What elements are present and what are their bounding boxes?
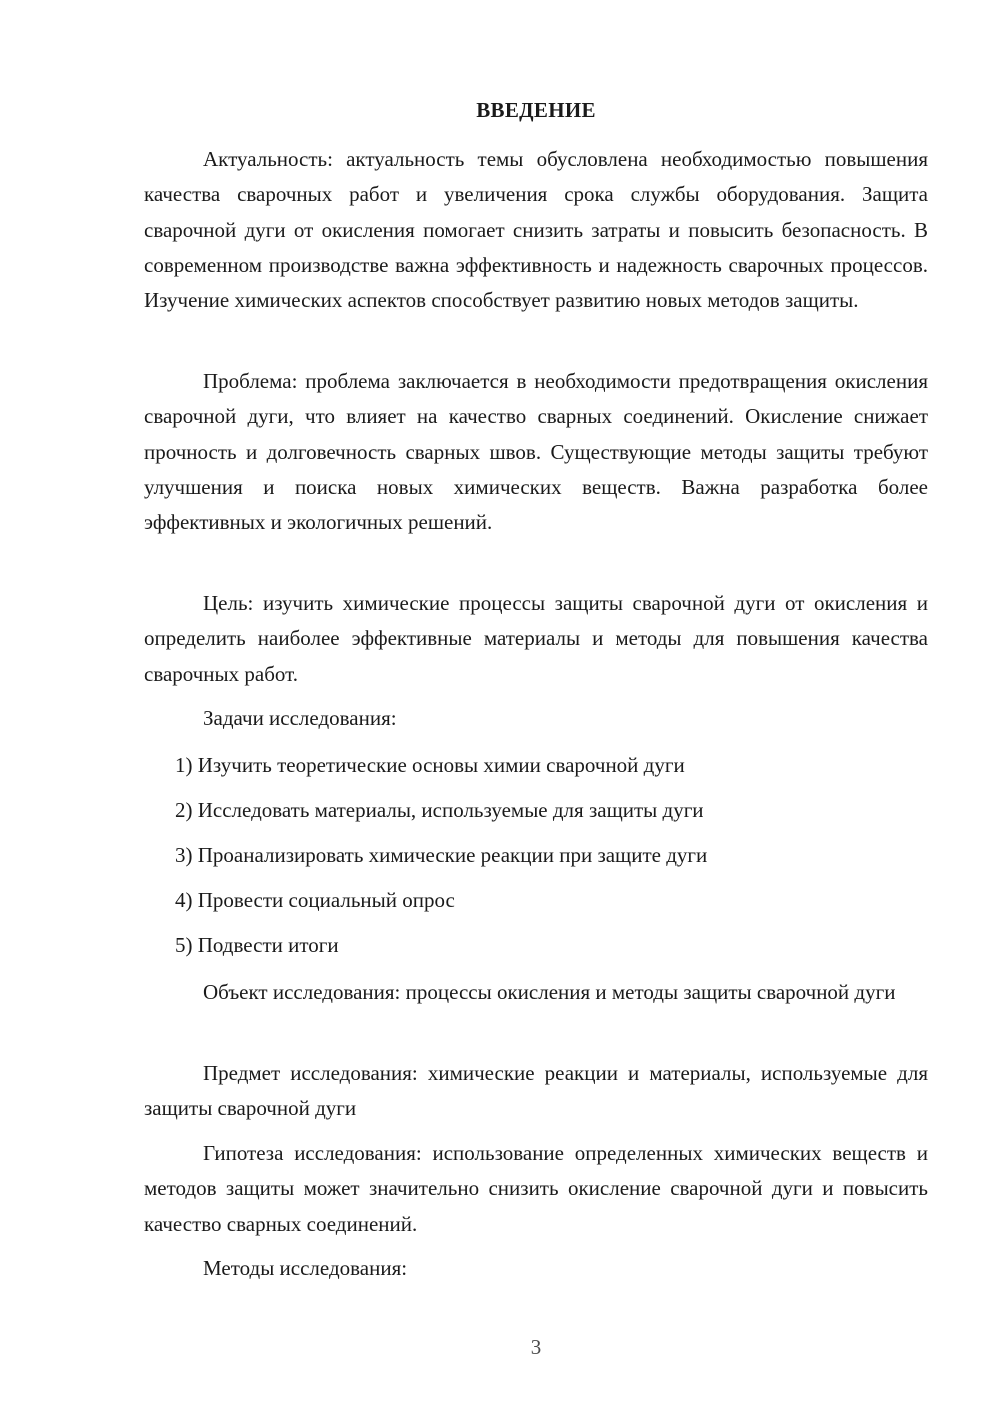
- list-item: 5) Подвести итоги: [175, 933, 339, 957]
- page-number: 3: [530, 1335, 542, 1359]
- list-item: 1) Изучить теоретические основы химии сварочной дуги: [175, 753, 685, 777]
- paragraph-object: Объект исследования: процессы окисления и методы защиты сварочной дуги: [203, 980, 896, 1004]
- methods-title: Методы исследования:: [203, 1256, 408, 1280]
- paragraph-relevance: Актуальность: актуальность темы обусловлена необходимостью повышения качества сварочных работ и увеличения срока службы оборудования. Защита сварочной дуги от окисления помогает снизить затраты и повысить безопасность. В современном производстве важна эффективность и надежность сварочных процессов. Изучение химических аспектов способствует развитию новых методов защиты.: [144, 147, 928, 313]
- paragraph-subject: Предмет исследования: химические реакции и материалы, используемые для защиты сварочной дуги: [144, 1061, 928, 1121]
- document-heading: ВВЕДЕНИЕ: [476, 98, 596, 122]
- list-item: 2) Исследовать материалы, используемые для защиты дуги: [175, 798, 704, 822]
- paragraph-problem: Проблема: проблема заключается в необходимости предотвращения окисления сварочной дуги, что влияет на качество сварных соединений. Окисление снижает прочность и долговечность сварных швов. Существующие методы защиты требуют улучшения и поиска новых химических веществ. Важна разработка более эффективных и экологичных решений.: [144, 369, 928, 535]
- tasks-title: Задачи исследования:: [203, 706, 397, 730]
- paragraph-goal: Цель: изучить химические процессы защиты сварочной дуги от окисления и определить наиболее эффективные материалы и методы для повышения качества сварочных работ.: [144, 591, 928, 686]
- paragraph-hypothesis: Гипотеза исследования: использование определенных химических веществ и методов защиты может значительно снизить окисление сварочной дуги и повысить качество сварных соединений.: [144, 1141, 928, 1236]
- list-item: 3) Проанализировать химические реакции при защите дуги: [175, 843, 708, 867]
- list-item: 4) Провести социальный опрос: [175, 888, 455, 912]
